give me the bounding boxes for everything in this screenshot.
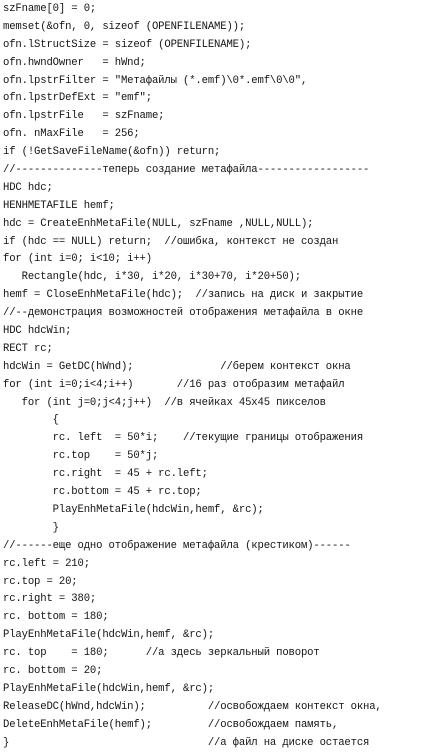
code-line-38: rc. bottom = 20; bbox=[3, 664, 103, 677]
code-line-30: } bbox=[3, 521, 59, 534]
code-line-23: for (int j=0;j<4;j++) //в ячейках 45x45 пикселов bbox=[3, 396, 326, 409]
code-line-11: HDC hdc; bbox=[3, 181, 53, 194]
code-line-19: HDC hdcWin; bbox=[3, 325, 72, 338]
code-line-14: if (hdc == NULL) return; //ошибка, контекст не создан bbox=[3, 235, 339, 248]
code-line-39: PlayEnhMetaFile(hdcWin,hemf, &rc); bbox=[3, 682, 215, 695]
code-line-33: rc.top = 20; bbox=[3, 575, 78, 588]
code-line-21: hdcWin = GetDC(hWnd); //берем контекст окна bbox=[3, 360, 351, 373]
code-line-2: memset(&ofn, 0, sizeof (OPENFILENAME)); bbox=[3, 20, 246, 33]
code-line-35: rc. bottom = 180; bbox=[3, 611, 109, 624]
code-line-10: //--------------теперь создание метафайла------------------ bbox=[3, 164, 370, 177]
code-line-18: //--демонстрация возможностей отображения метафайла в окне bbox=[3, 307, 364, 320]
code-line-8: ofn. nMaxFile = 256; bbox=[3, 128, 140, 141]
code-line-17: hemf = CloseEnhMetaFile(hdc); //запись на диск и закрытие bbox=[3, 289, 364, 302]
code-line-16: Rectangle(hdc, i*30, i*20, i*30+70, i*20+50); bbox=[3, 271, 301, 284]
code-line-3: ofn.lStructSize = sizeof (OPENFILENAME); bbox=[3, 38, 252, 51]
code-line-13: hdc = CreateEnhMetaFile(NULL, szFname ,NULL,NULL); bbox=[3, 217, 314, 230]
code-line-5: ofn.lpstrFilter = "Метафайлы (*.emf)\0*.emf\0\0", bbox=[3, 74, 308, 87]
code-line-1: szFname[0] = 0; bbox=[3, 3, 97, 15]
code-line-12: HENHMETAFILE hemf; bbox=[3, 199, 115, 212]
code-line-26: rc.top = 50*j; bbox=[3, 450, 159, 463]
code-line-9: if (!GetSaveFileName(&ofn)) return; bbox=[3, 146, 221, 159]
code-line-41: DeleteEnhMetaFile(hemf); //освобождаем память, bbox=[3, 718, 339, 731]
code-line-27: rc.right = 45 + rc.left; bbox=[3, 468, 208, 481]
code-line-34: rc.right = 380; bbox=[3, 593, 97, 606]
code-line-29: PlayEnhMetaFile(hdcWin,hemf, &rc); bbox=[3, 503, 264, 516]
code-line-6: ofn.lpstrDefExt = "emf"; bbox=[3, 92, 152, 105]
code-line-15: for (int i=0; i<10; i++) bbox=[3, 253, 152, 266]
code-line-20: RECT rc; bbox=[3, 342, 53, 355]
code-line-22: for (int i=0;i<4;i++) //16 раз отобразим метафайл bbox=[3, 378, 345, 391]
code-line-32: rc.left = 210; bbox=[3, 557, 90, 570]
code-line-7: ofn.lpstrFile = szFname; bbox=[3, 110, 165, 123]
code-line-37: rc. top = 180; //а здесь зеркальный поворот bbox=[3, 647, 320, 660]
code-line-25: rc. left = 50*i; //текущие границы отображения bbox=[3, 432, 364, 445]
code-line-40: ReleaseDC(hWnd,hdcWin); //освобождаем контекст окна, bbox=[3, 700, 382, 713]
code-line-36: PlayEnhMetaFile(hdcWin,hemf, &rc); bbox=[3, 629, 215, 642]
code-line-31: //------еще одно отображение метафайла (крестиком)------ bbox=[3, 539, 351, 552]
code-line-42: } //а файл на диске остается bbox=[3, 736, 370, 749]
code-line-24: { bbox=[3, 414, 59, 427]
code-line-4: ofn.hwndOwner = hWnd; bbox=[3, 56, 146, 69]
code-line-28: rc.bottom = 45 + rc.top; bbox=[3, 486, 202, 499]
